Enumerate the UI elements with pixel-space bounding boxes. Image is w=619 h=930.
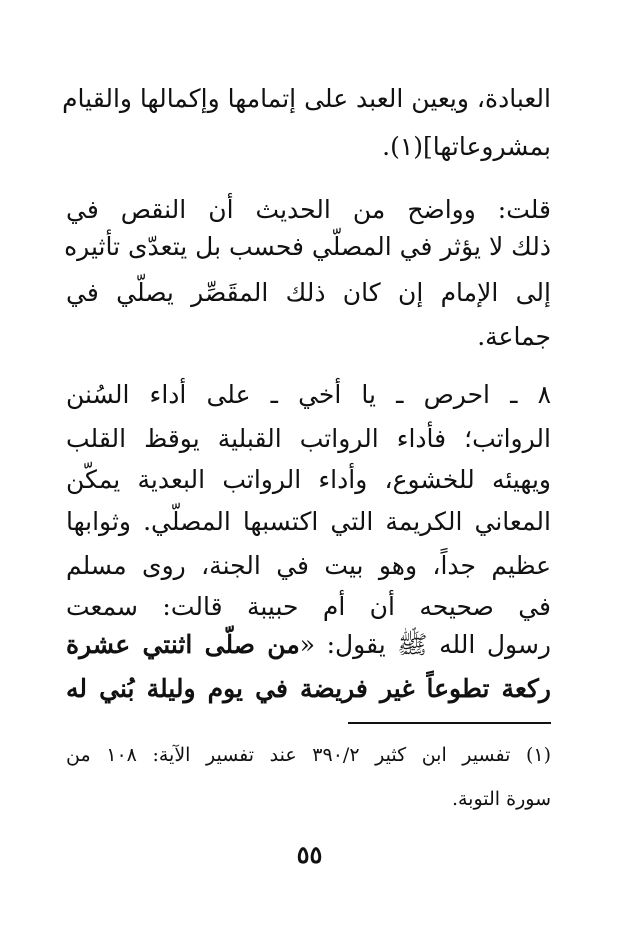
text-line: [66, 626, 551, 664]
text-line: عظيم جداً، وهو بيت في الجنة، روى مسلم: [66, 551, 551, 580]
footnote-divider: [348, 722, 551, 724]
text-line: بمشروعاتها](١).: [382, 132, 551, 161]
text-line: ذلك لا يؤثر في المصلّي فحسب بل يتعدّى تأثيره: [64, 232, 551, 261]
text-line: العبادة، ويعين العبد على إتمامها وإكمالها والقيام: [62, 84, 551, 113]
footnote-line: (١) تفسير ابن كثير ٣٩٠/٢ عند تفسير الآية: ١٠٨ من: [66, 744, 552, 766]
text-line: إلى الإمام إن كان ذلك المقَصِّر يصلّي في: [66, 278, 551, 307]
text-line: ويهيئه للخشوع، وأداء الرواتب البعدية يمكّن: [66, 465, 551, 494]
hadith-text: ركعة تطوعاً غير فريضة في يوم وليلة بُني له: [66, 674, 551, 703]
text-line: الرواتب؛ فأداء الرواتب القبلية يوقظ القلب: [66, 424, 551, 453]
page-number: ٥٥: [296, 840, 323, 869]
text-line: المعاني الكريمة التي اكتسبها المصلّي. وثوابها: [66, 507, 551, 536]
text-line: قلت: وواضح من الحديث أن النقص في: [66, 195, 551, 224]
text-segment: رسول الله ﷺ يقول: «: [299, 630, 551, 659]
footnote-line: سورة التوبة.: [451, 788, 551, 810]
text-line: ٨ ـ احرص ـ يا أخي ـ على أداء السُنن: [66, 380, 551, 409]
text-line: جماعة.: [477, 322, 551, 351]
hadith-text: من صلّى اثنتي عشرة: [66, 630, 300, 659]
text-line: في صحيحه أن أم حبيبة قالت: سمعت: [66, 592, 551, 621]
